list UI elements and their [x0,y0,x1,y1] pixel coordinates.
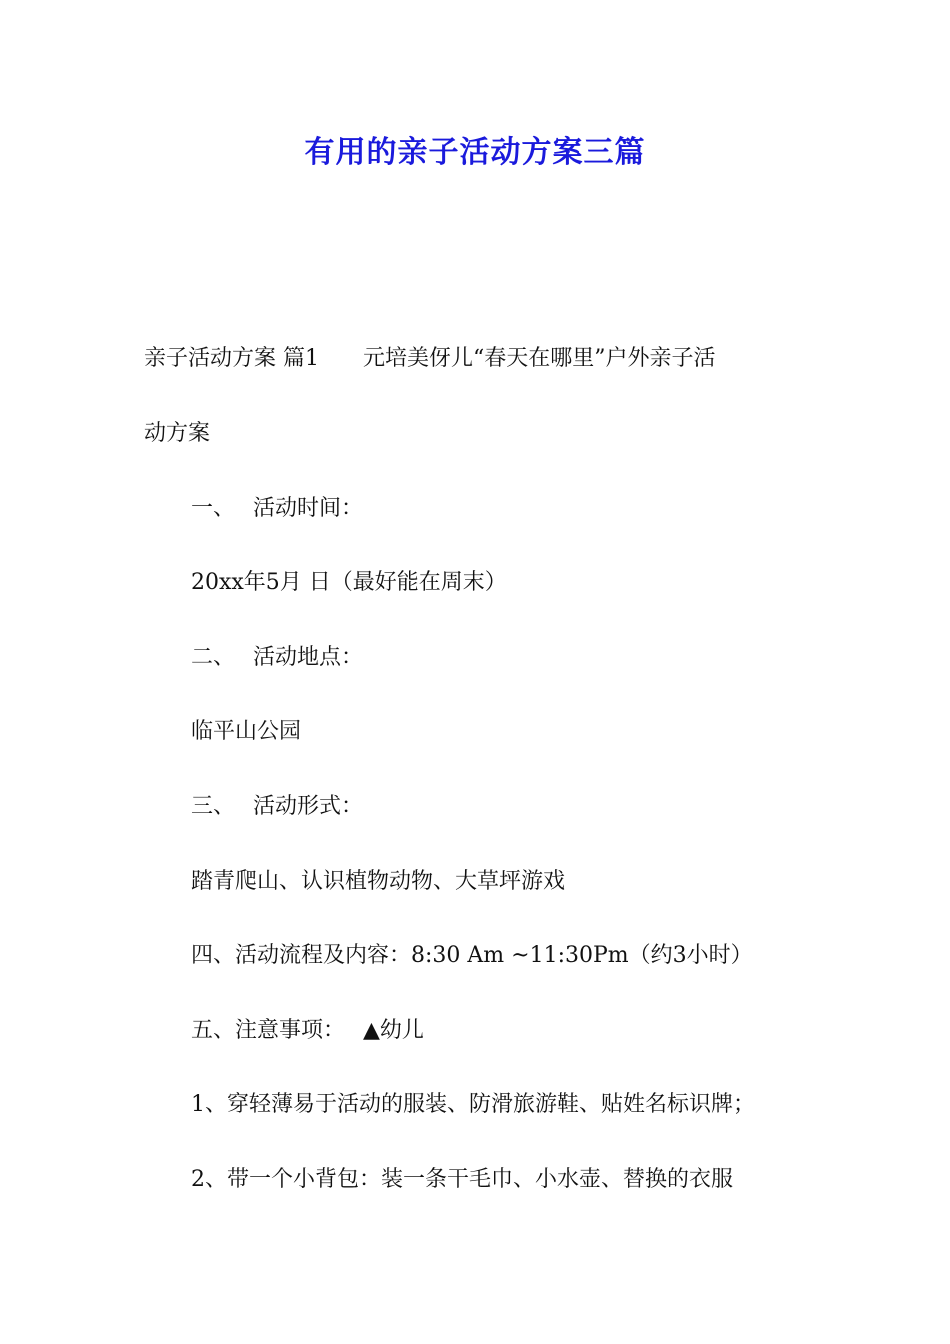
section-1-heading [191,494,363,524]
plan-subtitle: 元培美伢儿“春天在哪里”户外亲子活 [363,346,716,371]
section-3-value: 踏青爬山、认识植物动物、大草坪游戏 [191,869,566,894]
section-5-label: 五、注意事项： [191,1018,346,1043]
section-2-number: 二、 [191,645,236,670]
section-5-tag: ▲幼儿 [363,1018,424,1043]
section-2-heading [191,643,363,673]
plan-label: 亲子活动方案 篇1 [144,346,319,371]
section-2-label: 活动地点： [253,645,364,670]
note-item-2: 2、带一个小背包：装一条干毛巾、小水壶、替换的衣服 [191,1167,733,1192]
section-3-label: 活动形式： [253,794,364,819]
section-3-heading [191,792,363,822]
section-3-number: 三、 [191,794,236,819]
section-4-line: 四、活动流程及内容：8:30 Am ~11:30Pm（约3小时） [191,943,753,968]
note-item-1: 1、穿轻薄易于活动的服装、防滑旅游鞋、贴姓名标识牌； [191,1092,755,1117]
section-heading-line-2: 动方案 [144,421,211,446]
section-heading-line-1 [144,344,716,374]
section-1-number: 一、 [191,496,236,521]
document-title: 有用的亲子活动方案三篇 [304,135,646,170]
section-1-value: 20xx年5月 日（最好能在周末） [191,570,507,595]
section-2-value: 临平山公园 [191,719,302,744]
section-1-label: 活动时间： [253,496,364,521]
section-5-heading [191,1016,424,1046]
